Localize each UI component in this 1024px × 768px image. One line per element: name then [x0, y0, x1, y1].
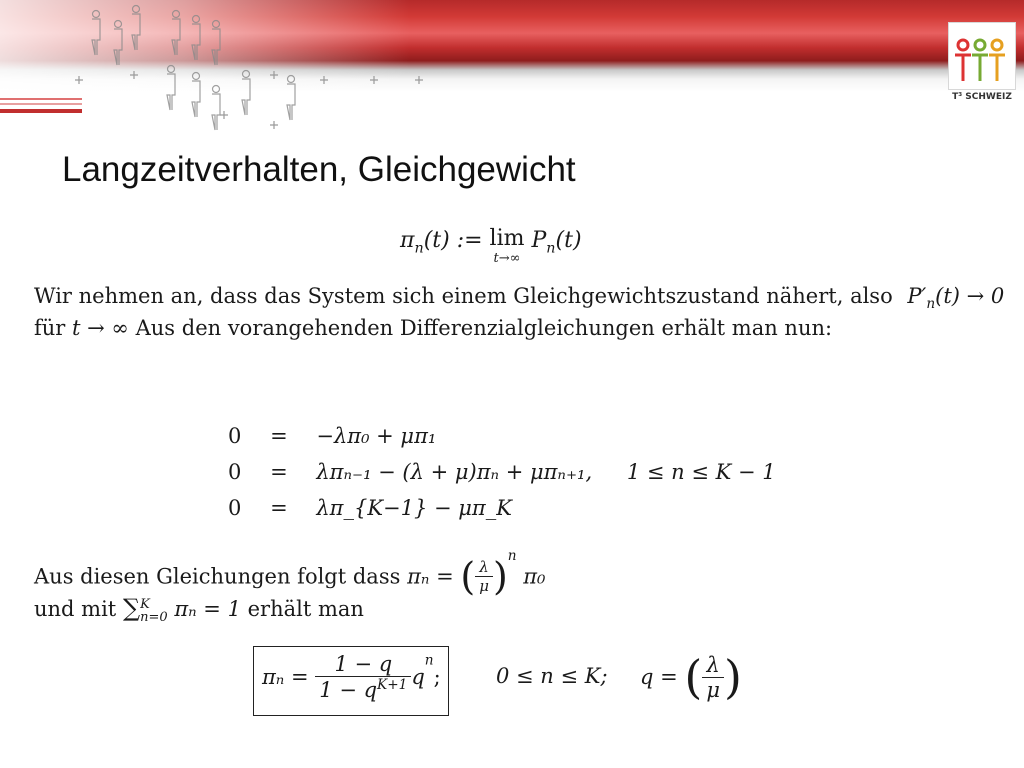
para2-frac-num: λ	[475, 558, 493, 577]
para3-sum-sub: n=0	[140, 609, 168, 625]
definition-formula	[400, 228, 582, 265]
def-rhs-sub: n	[546, 240, 556, 257]
result-formula	[262, 652, 441, 702]
para3-sum-sign: ∑	[122, 594, 141, 622]
eq2-cond: 1 ≤ n ≤ K − 1	[626, 460, 776, 484]
paragraph-2	[34, 548, 545, 599]
para3-sum-limits	[140, 598, 168, 624]
para1-math-sub: n	[926, 296, 936, 313]
para2-exp: n	[507, 548, 517, 564]
result-num: 1 − q	[315, 652, 411, 677]
q-definition	[640, 650, 742, 704]
para3-start: und mit	[34, 597, 117, 621]
def-lim	[490, 228, 525, 265]
t3-figures-icon	[949, 23, 1015, 89]
eq3-lhs: 0	[228, 496, 242, 520]
logo-caption: T³ SCHWEIZ	[952, 92, 1012, 102]
result-punct: ;	[433, 665, 441, 689]
equation-row-2	[228, 460, 776, 484]
para2-lhs: πₙ =	[407, 564, 454, 589]
result-tail-exp: n	[424, 652, 434, 669]
eq2-lhs: 0	[228, 460, 242, 484]
def-lhs-arg: (t) :=	[423, 228, 483, 253]
eq2-rhs: λπₙ₋₁ − (λ + μ)πₙ + μπₙ₊₁,	[316, 460, 593, 484]
eq1-rhs: −λπ₀ + μπ₁	[316, 424, 437, 448]
result-lhs: πₙ =	[262, 665, 309, 689]
result-condition	[496, 664, 608, 688]
eq1-lhs: 0	[228, 424, 242, 448]
eq2-rel: =	[270, 460, 288, 484]
para1-line2-math: t → ∞	[72, 316, 129, 340]
t3-logo	[948, 22, 1016, 90]
para2-frac-den: μ	[479, 577, 489, 595]
para2-tail: π₀	[523, 564, 546, 589]
result-den-exp: K+1	[377, 677, 408, 693]
result-den-wrap	[315, 677, 411, 702]
paragraph-1-line-1	[34, 284, 1004, 312]
q-open-paren: (	[684, 650, 703, 704]
equation-row-3	[228, 496, 512, 520]
def-lim-sub: t→∞	[493, 251, 521, 266]
eq3-rhs: λπ_{K−1} − μπ_K	[316, 496, 512, 520]
para1-text: Wir nehmen an, dass das System sich einem Gleichgewichtszustand nähert, also	[34, 284, 893, 308]
q-def-lhs: q =	[640, 665, 678, 689]
q-num: λ	[706, 652, 720, 677]
para1-line2-end: Aus den vorangehenden Differenzialgleichungen erhält man nun:	[135, 316, 833, 340]
para2-open-paren: (	[460, 554, 476, 599]
eq1-rel: =	[270, 424, 288, 448]
para3-sum-body: πₙ = 1	[174, 597, 241, 621]
q-fraction	[702, 653, 724, 702]
para2-fraction	[475, 558, 493, 595]
para3-end: erhält man	[247, 597, 364, 621]
def-lim-word: lim	[489, 226, 525, 251]
equation-row-1	[228, 424, 436, 448]
def-lhs-sub: n	[414, 240, 424, 257]
eq3-rel: =	[270, 496, 288, 520]
result-fraction	[315, 652, 411, 702]
q-close-paren: )	[724, 650, 742, 704]
para3-sum-sup: K	[140, 596, 150, 612]
def-rhs-arg: (t)	[555, 228, 582, 253]
paragraph-1-line-2	[34, 316, 832, 340]
para1-math-tail: (t) → 0	[935, 284, 1005, 308]
result-den: 1 − q	[319, 678, 378, 702]
result-cond-text: 0 ≤ n ≤ K;	[496, 664, 608, 688]
para2-text: Aus diesen Gleichungen folgt dass	[34, 564, 401, 589]
q-den: μ	[702, 677, 724, 702]
para1-math: P′	[907, 284, 927, 308]
def-rhs: P	[531, 228, 547, 253]
para2-close-paren: )	[492, 554, 508, 599]
people-silhouettes-graphic	[70, 0, 450, 140]
para1-line2-start: für	[34, 316, 66, 340]
paragraph-3	[34, 594, 364, 624]
def-lhs: π	[400, 228, 415, 253]
slide-title: Langzeitverhalten, Gleichgewicht	[62, 150, 576, 189]
result-tail: q	[411, 665, 425, 689]
